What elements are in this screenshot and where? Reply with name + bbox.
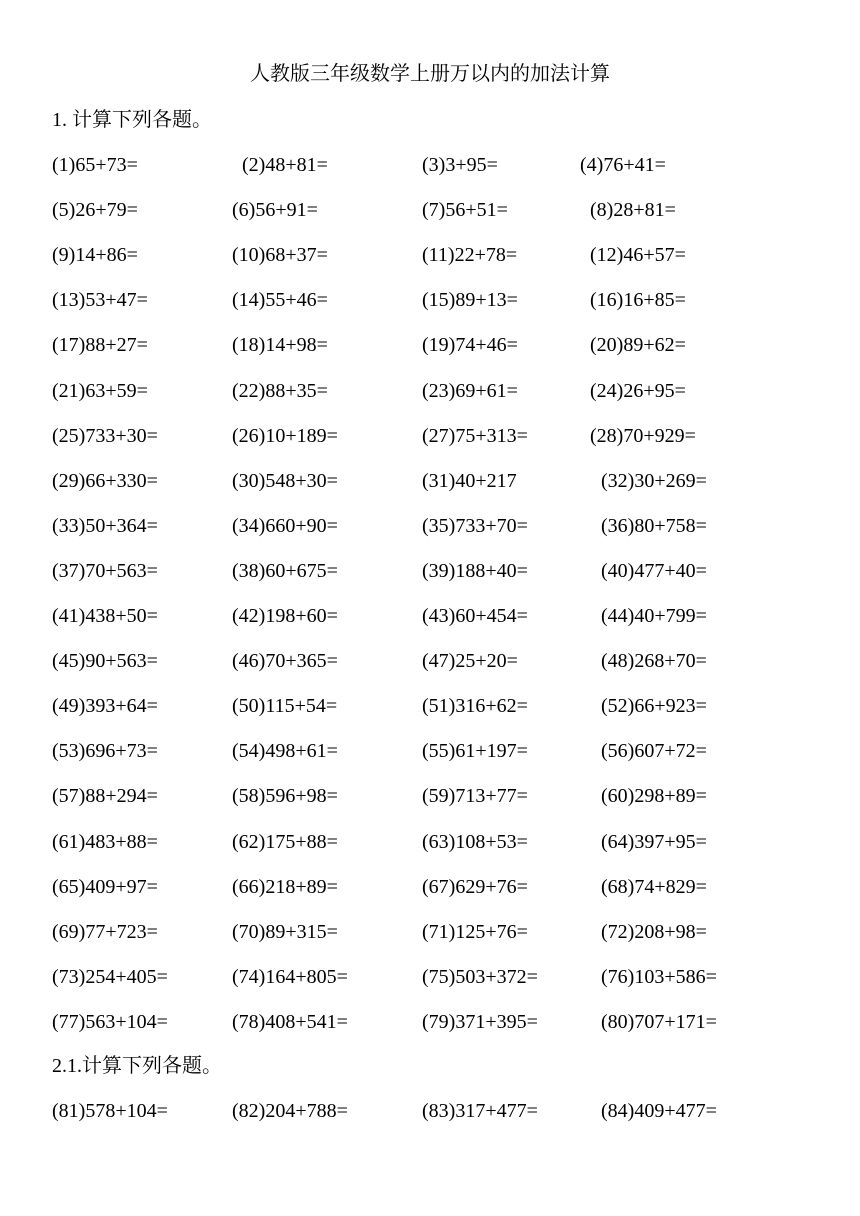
problem-item: (43)60+454=	[422, 605, 528, 627]
problem-item: (19)74+46=	[422, 334, 518, 357]
problem-item: (40)477+40=	[601, 559, 707, 582]
problem-item: (46)70+365=	[232, 650, 338, 673]
problem-item: (41)438+50=	[52, 605, 158, 627]
problem-row	[0, 377, 860, 405]
problem-item: (42)198+60=	[232, 605, 338, 627]
problem-row	[0, 151, 860, 179]
problem-row	[0, 1097, 860, 1125]
section-1-heading: 1. 计算下列各题。	[52, 109, 212, 131]
problem-item: (36)80+758=	[601, 514, 707, 537]
problem-item: (76)103+586=	[601, 965, 717, 988]
problem-row	[0, 1008, 860, 1036]
problem-item: (71)125+76=	[422, 920, 528, 943]
problem-item: (60)298+89=	[601, 785, 707, 808]
problem-item: (70)89+315=	[232, 920, 338, 943]
problem-item: (24)26+95=	[590, 379, 686, 402]
problem-item: (35)733+70=	[422, 514, 528, 537]
problem-item: (54)498+61=	[232, 740, 338, 763]
problem-item: (81)578+104=	[52, 1100, 168, 1122]
problem-item: (44)40+799=	[601, 605, 707, 627]
problem-item: (37)70+563=	[52, 559, 158, 582]
problem-row	[0, 963, 860, 991]
problem-item: (50)115+54=	[232, 695, 338, 718]
problem-item: (49)393+64=	[52, 695, 158, 718]
problem-item: (61)483+88=	[52, 830, 158, 853]
problem-item: (72)208+98=	[601, 920, 707, 943]
problem-item: (75)503+372=	[422, 965, 538, 988]
problem-row	[0, 873, 860, 901]
problem-item: (62)175+88=	[232, 830, 338, 853]
problem-item: (4)76+41=	[580, 154, 666, 176]
section-2-heading: 2.1.计算下列各题。	[52, 1055, 222, 1077]
problem-item: (15)89+13=	[422, 289, 518, 312]
problem-row	[0, 331, 860, 359]
problem-item: (32)30+269=	[601, 469, 707, 492]
problem-row	[0, 828, 860, 856]
problem-item: (17)88+27=	[52, 334, 148, 357]
problem-item: (26)10+189=	[232, 424, 338, 447]
problem-item: (22)88+35=	[232, 379, 328, 402]
problem-item: (48)268+70=	[601, 650, 707, 673]
problem-item: (52)66+923=	[601, 695, 707, 718]
problem-item: (3)3+95=	[422, 154, 498, 176]
problem-row	[0, 737, 860, 765]
problem-item: (67)629+76=	[422, 875, 528, 898]
problem-item: (69)77+723=	[52, 920, 158, 943]
problem-item: (84)409+477=	[601, 1100, 717, 1122]
problem-item: (5)26+79=	[52, 199, 138, 222]
problem-item: (10)68+37=	[232, 244, 328, 267]
problem-item: (79)371+395=	[422, 1010, 538, 1033]
problem-item: (27)75+313=	[422, 424, 528, 447]
problem-item: (51)316+62=	[422, 695, 528, 718]
problem-item: (8)28+81=	[590, 199, 676, 222]
problem-item: (53)696+73=	[52, 740, 158, 763]
problem-item: (11)22+78=	[422, 244, 518, 267]
problem-item: (63)108+53=	[422, 830, 528, 853]
problem-row	[0, 918, 860, 946]
problem-item: (74)164+805=	[232, 965, 348, 988]
problem-row	[0, 512, 860, 540]
problem-row	[0, 647, 860, 675]
problem-item: (64)397+95=	[601, 830, 707, 853]
problem-item: (55)61+197=	[422, 740, 528, 763]
problem-item: (57)88+294=	[52, 785, 158, 808]
problem-item: (9)14+86=	[52, 244, 138, 267]
problem-item: (80)707+171=	[601, 1010, 717, 1033]
problem-item: (83)317+477=	[422, 1100, 538, 1122]
problem-item: (45)90+563=	[52, 650, 158, 673]
problem-row	[0, 241, 860, 269]
problem-item: (39)188+40=	[422, 559, 528, 582]
problem-item: (1)65+73=	[52, 154, 138, 176]
problem-item: (30)548+30=	[232, 469, 338, 492]
problem-item: (20)89+62=	[590, 334, 686, 357]
problem-item: (7)56+51=	[422, 199, 508, 222]
problem-item: (47)25+20=	[422, 650, 518, 673]
problem-item: (59)713+77=	[422, 785, 528, 808]
problem-row	[0, 196, 860, 224]
problem-row	[0, 422, 860, 450]
problem-item: (21)63+59=	[52, 379, 148, 402]
page-title: 人教版三年级数学上册万以内的加法计算	[250, 63, 610, 85]
problem-item: (18)14+98=	[232, 334, 328, 357]
problem-item: (28)70+929=	[590, 424, 696, 447]
problem-item: (25)733+30=	[52, 424, 158, 447]
problem-row	[0, 782, 860, 810]
problem-item: (73)254+405=	[52, 965, 168, 988]
problem-row	[0, 557, 860, 585]
problem-item: (16)16+85=	[590, 289, 686, 312]
problem-item: (2)48+81=	[242, 154, 328, 176]
problem-item: (13)53+47=	[52, 289, 148, 312]
problem-row	[0, 467, 860, 495]
problem-item: (66)218+89=	[232, 875, 338, 898]
problem-item: (14)55+46=	[232, 289, 328, 312]
problem-item: (34)660+90=	[232, 514, 338, 537]
problem-item: (29)66+330=	[52, 469, 158, 492]
problem-item: (23)69+61=	[422, 379, 518, 402]
problem-row	[0, 692, 860, 720]
problem-item: (65)409+97=	[52, 875, 158, 898]
problem-row	[0, 286, 860, 314]
problem-item: (6)56+91=	[232, 199, 318, 222]
problem-item: (82)204+788=	[232, 1100, 348, 1122]
problem-item: (68)74+829=	[601, 875, 707, 898]
problem-item: (56)607+72=	[601, 740, 707, 763]
problem-item: (38)60+675=	[232, 559, 338, 582]
problem-item: (77)563+104=	[52, 1010, 168, 1033]
problem-item: (58)596+98=	[232, 785, 338, 808]
problem-item: (12)46+57=	[590, 244, 686, 267]
problem-row	[0, 602, 860, 630]
problem-item: (33)50+364=	[52, 514, 158, 537]
problem-item: (78)408+541=	[232, 1010, 348, 1033]
problem-item: (31)40+217	[422, 469, 517, 492]
